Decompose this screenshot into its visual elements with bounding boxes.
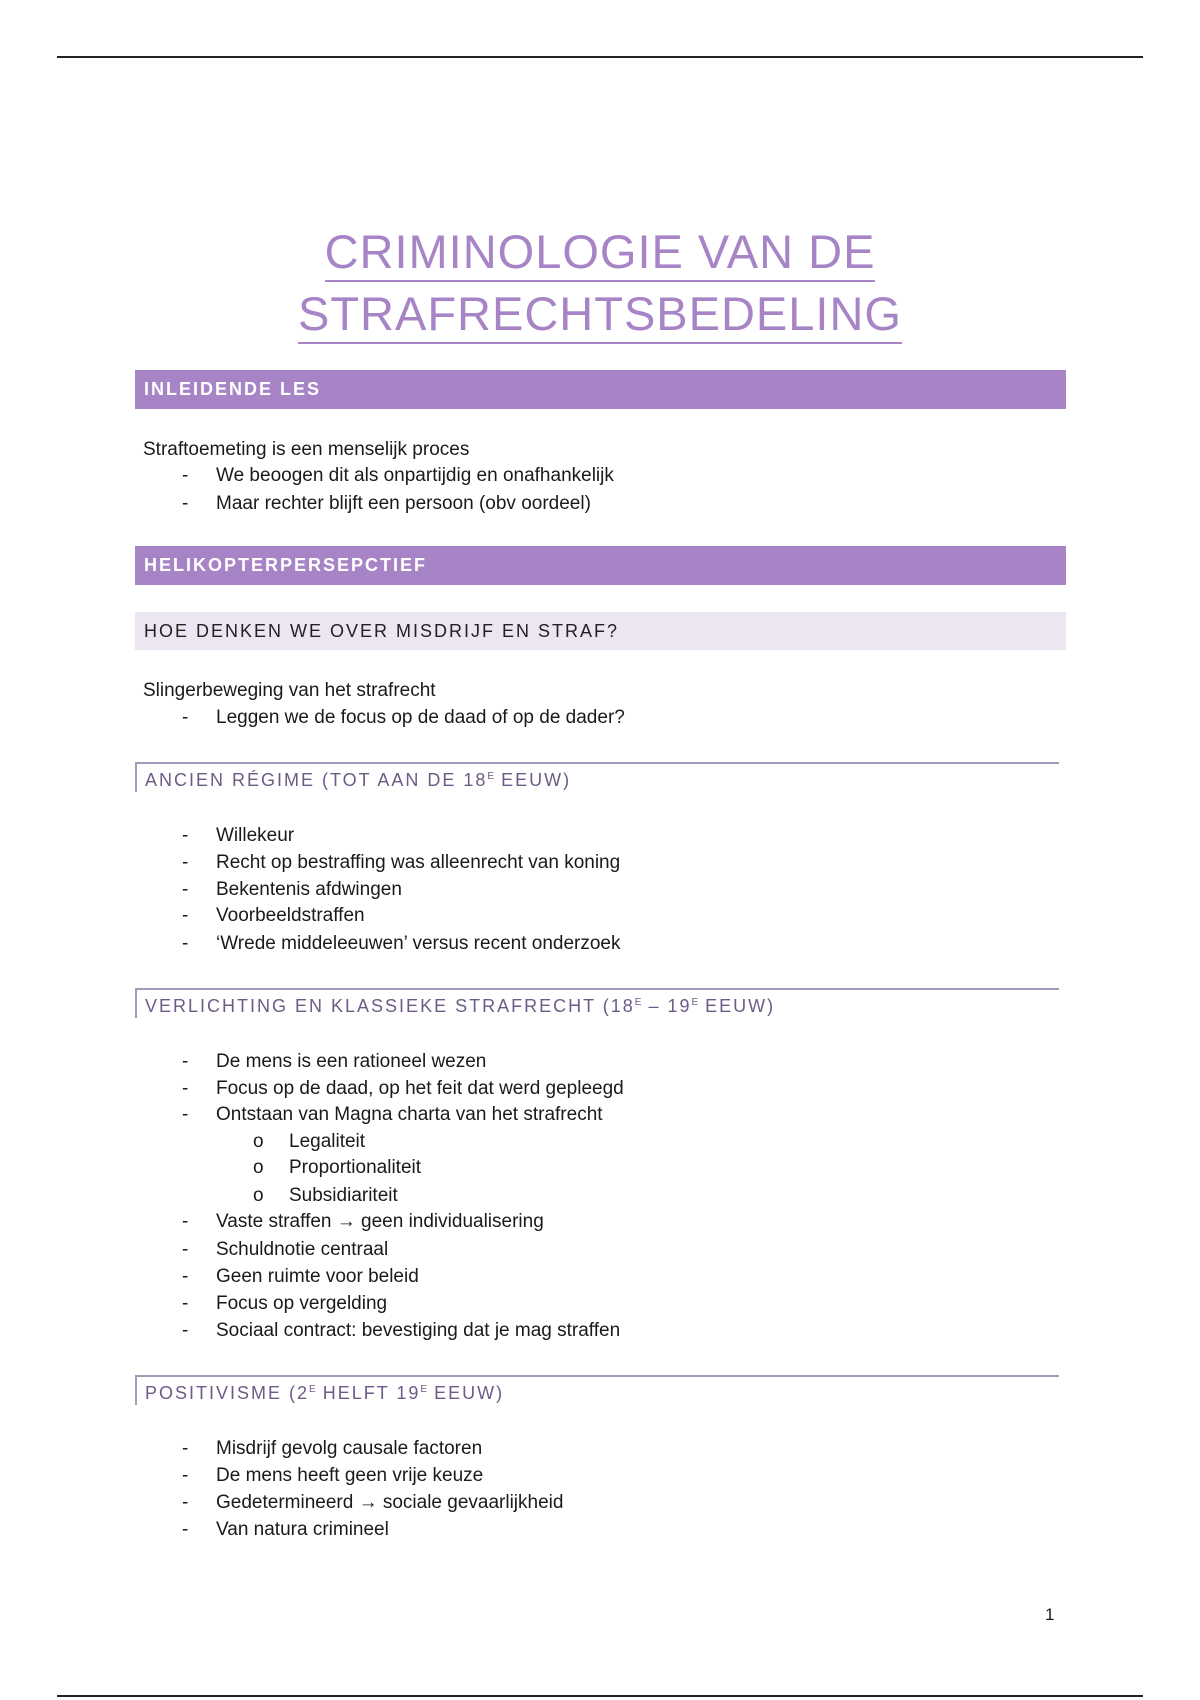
section-heading-helikopter: HELIKOPTERPERSEPCTIEF — [135, 546, 1066, 585]
list-item: - Focus op vergelding — [182, 1293, 388, 1314]
list-item: - Focus op de daad, op het feit dat werd gepleegd — [182, 1078, 624, 1099]
list-item: - Ontstaan van Magna charta van het strafrecht — [182, 1104, 603, 1125]
list-item: - Voorbeeldstraffen — [182, 905, 365, 926]
list-item: - Schuldnotie centraal — [182, 1239, 389, 1260]
paragraph: Slingerbeweging van het strafrecht — [143, 680, 436, 701]
list-item: - De mens heeft geen vrije keuze — [182, 1465, 484, 1486]
list-item: - Vaste straffen → geen individualisering — [182, 1211, 544, 1232]
document-title-line-1: CRIMINOLOGIE VAN DE — [0, 224, 1200, 279]
sub-list-item: o Subsidiariteit — [253, 1185, 398, 1206]
header-rule — [57, 56, 1143, 58]
list-item: - ‘Wrede middeleeuwen’ versus recent onderzoek — [182, 933, 621, 954]
list-item: - Geen ruimte voor beleid — [182, 1266, 419, 1287]
sub-list-item: o Proportionaliteit — [253, 1157, 422, 1178]
footer-rule — [57, 1695, 1143, 1697]
list-item: - We beoogen dit als onpartijdig en onafhankelijk — [182, 465, 614, 486]
document-title-line-2: STRAFRECHTSBEDELING — [0, 286, 1200, 341]
list-item: - Misdrijf gevolg causale factoren — [182, 1438, 483, 1459]
subheading-positivisme: POSITIVISME ($2^E$ HELFT $19^E$ EEUW) — [135, 1375, 1059, 1405]
list-item: - Sociaal contract: bevestiging dat je mag straffen — [182, 1320, 621, 1341]
list-item: - Bekentenis afdwingen — [182, 879, 402, 900]
subheading-verlichting: VERLICHTING EN KLASSIEKE STRAFRECHT ($18^E - 19^E$ EEUW) — [135, 988, 1059, 1018]
list-item: - Gedetermineerd → sociale gevaarlijkheid — [182, 1492, 564, 1513]
subsection-heading-denken: HOE DENKEN WE OVER MISDRIJF EN STRAF? — [135, 612, 1066, 650]
list-item: - Recht op bestraffing was alleenrecht van koning — [182, 852, 621, 873]
sub-list-item: o Legaliteit — [253, 1131, 366, 1152]
page-number: 1 — [1045, 1605, 1055, 1624]
paragraph: Straftoemeting is een menselijk proces — [143, 439, 470, 460]
list-item: - Van natura crimineel — [182, 1519, 389, 1540]
list-item: - Leggen we de focus op de daad of op de dader? — [182, 707, 625, 728]
list-item: - Maar rechter blijft een persoon (obv oordeel) — [182, 493, 591, 514]
section-heading-inleidende: INLEIDENDE LES — [135, 370, 1066, 409]
list-item: - Willekeur — [182, 825, 295, 846]
subheading-ancien-regime: ANCIEN RÉGIME (TOT AAN DE $18^E$ EEUW) — [135, 762, 1059, 792]
list-item: - De mens is een rationeel wezen — [182, 1051, 487, 1072]
